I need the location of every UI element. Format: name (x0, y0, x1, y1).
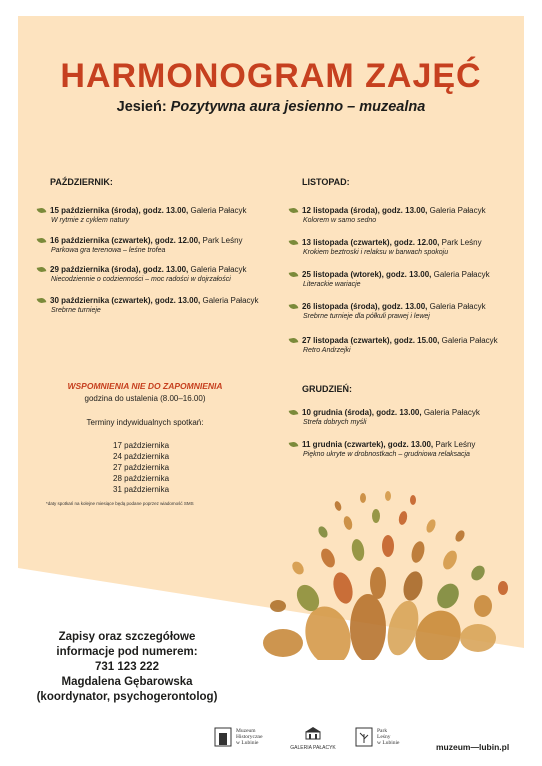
memories-heading: WSPOMNIENIA NIE DO ZAPOMNIENIA (67, 381, 223, 391)
memories-hours: godzina do ustalenia (8.00–16.00) (84, 394, 206, 403)
month-heading-november: LISTOPAD: (302, 177, 350, 187)
leaf-icon (289, 272, 299, 278)
date-item: 24 października (113, 452, 170, 461)
museum-logo-icon (214, 727, 232, 747)
contact-role: (koordynator, psychogerontolog) (36, 691, 218, 703)
page-subtitle: Jesień: Pozytywna aura jesienno – muzealna (116, 99, 426, 115)
park-logo-icon (355, 727, 373, 747)
leaf-icon (289, 240, 299, 246)
event-item: 27 listopada (czwartek), godz. 15.00, Galeria Pałacyk Retro Andrzejki (289, 336, 529, 356)
event-item: 15 października (środa), godz. 13.00, Galeria Pałacyk W rytmie z cyklem natury (37, 206, 277, 226)
contact-name: Magdalena Gębarowska (61, 676, 193, 688)
date-item: 17 października (113, 441, 170, 450)
leaf-icon (289, 338, 299, 344)
leaf-icon (37, 267, 47, 273)
sms-note: *daty spotkań na kolejne miesiące będą podane poprzez wiadomość SMS (46, 501, 194, 506)
page-title: HARMONOGRAM ZAJĘĆ (60, 57, 482, 95)
leaf-icon (37, 238, 47, 244)
leaf-icon (37, 208, 47, 214)
leaf-icon (289, 442, 299, 448)
leaf-icon (289, 304, 299, 310)
leaf-icon (289, 410, 299, 416)
memories-date-list (113, 440, 169, 495)
event-item: 13 listopada (czwartek), godz. 12.00, Park Leśny Krokiem beztroski i relaksu w barwach spokoju (289, 238, 529, 258)
date-item: 28 października (113, 474, 170, 483)
event-item: 25 listopada (wtorek), godz. 13.00, Galeria Pałacyk Literackie wariacje (289, 270, 529, 290)
month-heading-december: GRUDZIEŃ: (302, 384, 352, 394)
contact-line: Zapisy oraz szczegółowe (58, 631, 196, 643)
event-item: 29 października (środa), godz. 13.00, Galeria Pałacyk Niecodziennie o codzienności – moc radości w dojrzałości (37, 265, 277, 285)
month-heading-october: PAŹDZIERNIK: (50, 177, 113, 187)
leaf-icon (37, 298, 47, 304)
palace-icon (303, 726, 323, 740)
event-item: 11 grudnia (czwartek), godz. 13.00, Park Leśny Piękno ukryte w drobnostkach – grudniowa relaksacja (289, 440, 529, 460)
memories-terms-label: Terminy indywidualnych spotkań: (86, 418, 204, 427)
website-link[interactable]: muzeum—lubin.pl (436, 742, 510, 752)
event-item: 16 października (czwartek), godz. 12.00, Park Leśny Parkowa gra terenowa – leśne trofea (37, 236, 277, 256)
autumn-leaves-illustration (228, 488, 528, 660)
date-item: 31 października (113, 485, 170, 494)
event-item: 12 listopada (środa), godz. 13.00, Galeria Pałacyk Kolorem w samo sedno (289, 206, 529, 226)
galeria-palacyk-logo: GALERIA PAŁACYK (282, 726, 344, 751)
contact-phone: 731 123 222 (95, 661, 159, 673)
leaf-icon (289, 208, 299, 214)
event-item: 30 października (czwartek), godz. 13.00, Galeria Pałacyk Srebrne turnieje (37, 296, 277, 316)
contact-line: informacje pod numerem: (56, 646, 198, 658)
contact-info (22, 630, 232, 705)
event-item: 26 listopada (środa), godz. 13.00, Galeria Pałacyk Srebrne turnieje dla półkuli prawej i lewej (289, 302, 529, 322)
event-item: 10 grudnia (środa), godz. 13.00, Galeria Pałacyk Strefa dobrych myśli (289, 408, 529, 428)
date-item: 27 października (113, 463, 170, 472)
